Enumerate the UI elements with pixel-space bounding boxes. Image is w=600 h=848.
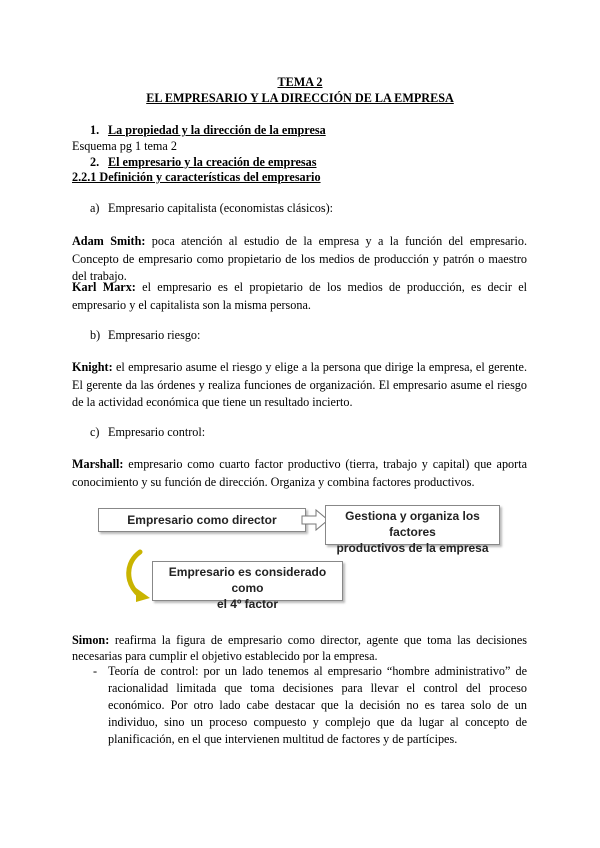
marshall-name: Marshall: bbox=[72, 457, 124, 471]
subsection-title: 2.2.1 Definición y características del empresario bbox=[72, 170, 321, 184]
section1-number: 1. bbox=[90, 123, 100, 137]
karl-marx-text: el empresario es el propietario de los medios de producción, es decir el empresario y el capitalista son la misma persona. bbox=[72, 280, 528, 312]
simon-paragraph bbox=[72, 632, 527, 664]
diagram-box-cuarto-factor-line2: el 4º factor bbox=[216, 597, 279, 611]
bullet-text: Teoría de control: por un lado tenemos al empresario “hombre administrativo” de racionalidad limitada que toma decisiones para llevar el control del proceso económico. Por otro lado cabe destacar que la decisión no es tarea solo de un individuo, sino un proceso compuesto y complejo que da lugar al concepto de planificación, en el que intervienen multitud de factores y de partícipes. bbox=[108, 664, 527, 746]
diagram-box-gestiona bbox=[325, 505, 500, 555]
item-a-letter: a) bbox=[90, 201, 100, 215]
knight-paragraph bbox=[72, 359, 527, 412]
tema-heading: TEMA 2 bbox=[277, 75, 323, 89]
item-b-letter: b) bbox=[90, 328, 101, 342]
section2-number: 2. bbox=[90, 155, 100, 169]
item-a-text: Empresario capitalista (economistas clásicos): bbox=[108, 201, 334, 215]
section1-title: La propiedad y la dirección de la empresa bbox=[108, 123, 326, 137]
esquema-note: Esquema pg 1 tema 2 bbox=[72, 139, 177, 153]
diagram-box-director: Empresario como director bbox=[98, 508, 306, 532]
diagram-box-gestiona-line2: productivos de la empresa bbox=[336, 541, 489, 555]
section2-title: El empresario y la creación de empresas bbox=[108, 155, 317, 169]
diagram-box-cuarto-factor-line1: Empresario es considerado como bbox=[168, 565, 327, 595]
simon-name: Simon: bbox=[72, 633, 110, 647]
karl-marx-name: Karl Marx: bbox=[72, 280, 136, 294]
bullet-dash: - bbox=[93, 664, 98, 678]
adam-smith-text: poca atención al estudio de la empresa y a la función del empresario. Concepto de empresario como propietario de los medios de producción y patrón o maestro del trabajo. bbox=[72, 234, 527, 283]
page-title: EL EMPRESARIO Y LA DIRECCIÓN DE LA EMPRESA bbox=[146, 91, 454, 105]
item-c-letter: c) bbox=[90, 425, 100, 439]
adam-smith-paragraph bbox=[72, 233, 527, 286]
karl-marx-paragraph bbox=[72, 279, 527, 314]
item-b-text: Empresario riesgo: bbox=[108, 328, 201, 342]
marshall-text: empresario como cuarto factor productivo (tierra, trabajo y capital) que aporta conocimiento y su función de dirección. Organiza y combina factores productivos. bbox=[72, 457, 527, 489]
diagram-box-gestiona-line1: Gestiona y organiza los factores bbox=[345, 509, 480, 539]
simon-text: reafirma la figura de empresario como director, agente que toma las decisiones necesarias para cumplir el objetivo establecido por la empresa. bbox=[72, 633, 527, 663]
item-c-text: Empresario control: bbox=[108, 425, 206, 439]
marshall-paragraph bbox=[72, 456, 527, 491]
adam-smith-name: Adam Smith: bbox=[72, 234, 146, 248]
diagram-box-cuarto-factor bbox=[152, 561, 343, 611]
knight-name: Knight: bbox=[72, 360, 113, 374]
knight-text: el empresario asume el riesgo y elige a la persona que dirige la empresa, el gerente. El gerente da las órdenes y realiza funciones de organización. El empresario asume el riesgo de la actividad económica que tiene un resultado incierto. bbox=[72, 360, 527, 409]
